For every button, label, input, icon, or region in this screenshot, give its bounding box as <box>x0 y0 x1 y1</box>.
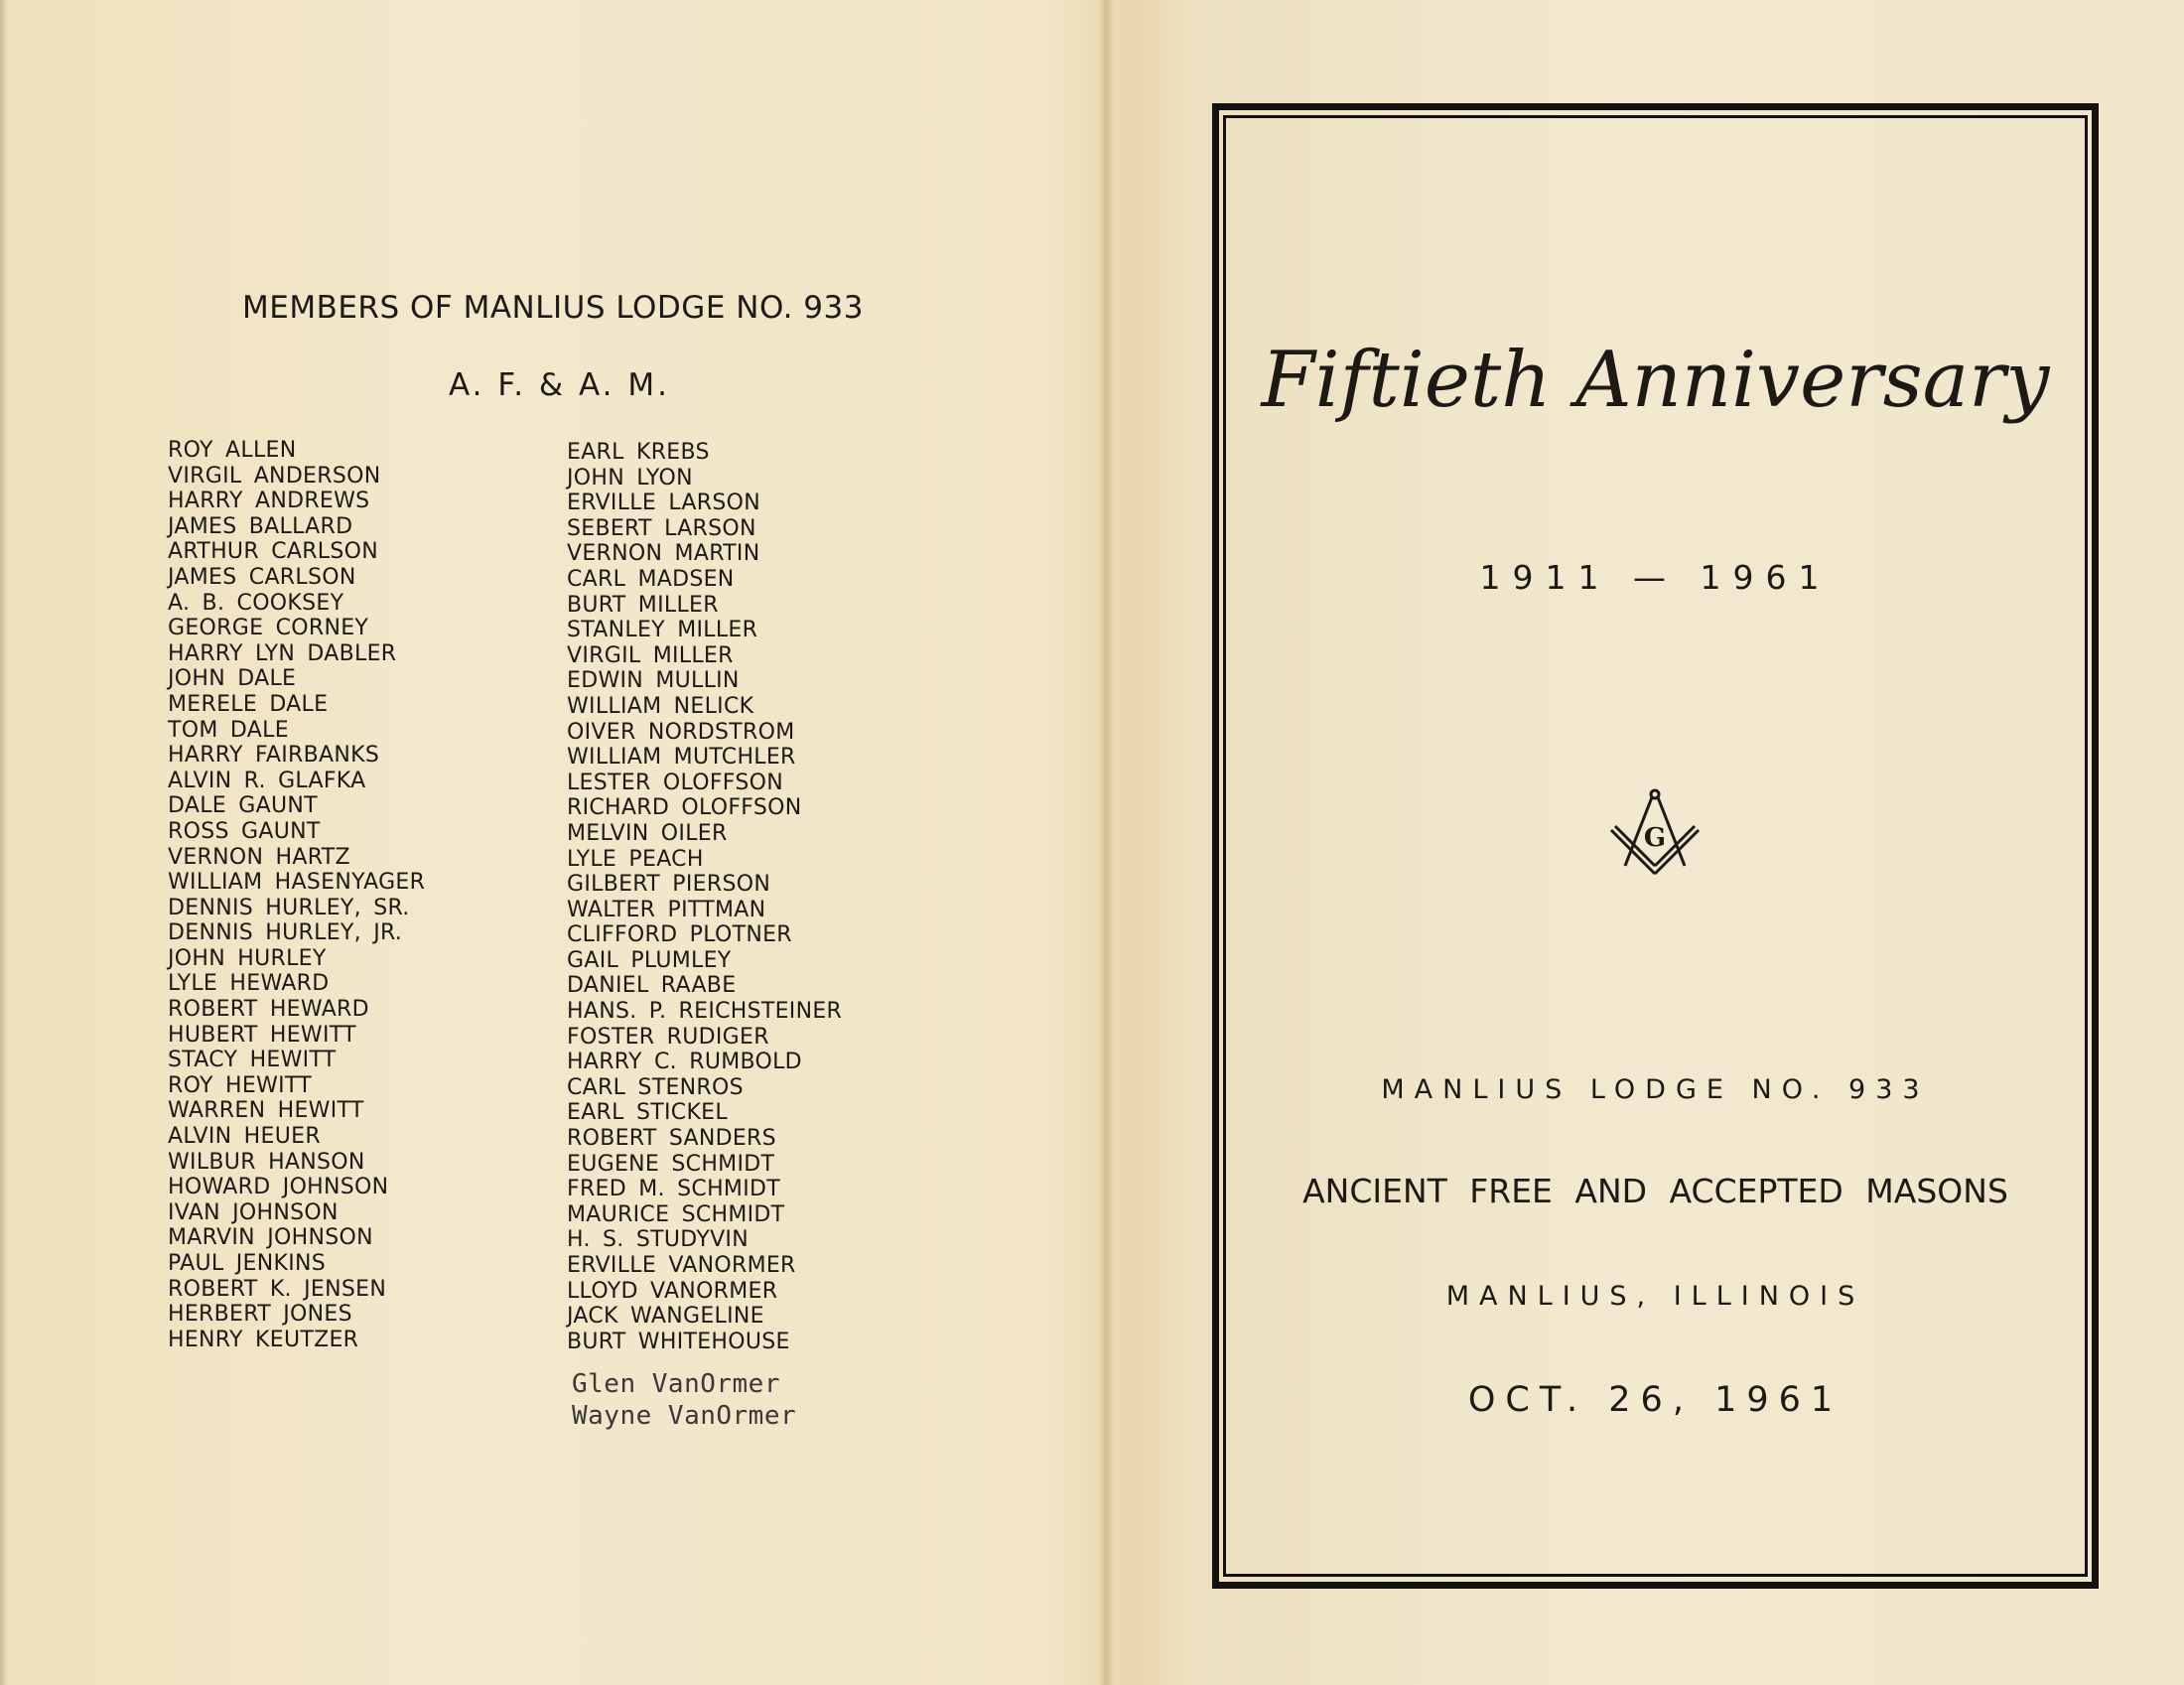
member-name: H. S. STUDYVIN <box>567 1227 749 1253</box>
member-name: DENNIS HURLEY, JR. <box>168 920 403 946</box>
member-name: BURT MILLER <box>567 592 719 618</box>
member-name: IVAN JOHNSON <box>168 1199 339 1225</box>
members-column-1 <box>168 438 425 1352</box>
event-date: OCT. 26, 1961 <box>1467 1380 1843 1420</box>
anniversary-heading: Fiftieth Anniversary <box>1261 336 2050 425</box>
member-name: TOM DALE <box>168 717 289 743</box>
member-name: EDWIN MULLIN <box>567 668 740 694</box>
town-name: MANLIUS, ILLINOIS <box>1445 1281 1865 1312</box>
member-name: ROSS GAUNT <box>168 818 321 844</box>
member-name: A. B. COOKSEY <box>168 590 344 616</box>
member-name: SEBERT LARSON <box>567 515 756 541</box>
member-name: WALTER PITTMAN <box>567 897 766 922</box>
member-name: CARL MADSEN <box>567 566 735 592</box>
member-name: MAURICE SCHMIDT <box>567 1201 785 1227</box>
member-name: JACK WANGELINE <box>567 1304 764 1330</box>
member-name: ROY HEWITT <box>168 1072 313 1098</box>
center-fold <box>1098 0 1114 1685</box>
year-range: 1911 — 1961 <box>1479 558 1832 597</box>
member-name: ROY ALLEN <box>168 438 297 463</box>
member-name: WARREN HEWITT <box>168 1098 364 1124</box>
member-name: WILLIAM MUTCHLER <box>567 745 796 771</box>
member-name: HUBERT HEWITT <box>168 1022 356 1048</box>
page-edge-shadow <box>0 0 8 1685</box>
members-subtitle: A. F. & A. M. <box>449 367 670 403</box>
member-name: ALVIN R. GLAFKA <box>168 768 366 793</box>
member-name: ROBERT SANDERS <box>567 1126 776 1152</box>
member-name: JAMES CARLSON <box>168 564 356 590</box>
member-name: VIRGIL MILLER <box>567 642 734 668</box>
member-name: BURT WHITEHOUSE <box>567 1329 790 1354</box>
member-name: LLOYD VANORMER <box>567 1278 778 1304</box>
member-name: JOHN HURLEY <box>168 945 327 971</box>
member-name: ROBERT HEWARD <box>168 997 369 1023</box>
member-name: FRED M. SCHMIDT <box>567 1177 780 1202</box>
member-name: VERNON MARTIN <box>567 541 760 567</box>
member-name: ARTHUR CARLSON <box>168 539 378 565</box>
lodge-name: MANLIUS LODGE NO. 933 <box>1381 1074 1930 1105</box>
member-name: ERVILLE LARSON <box>567 491 760 516</box>
member-name: LESTER OLOFFSON <box>567 770 784 795</box>
square-and-compasses-icon <box>1605 786 1705 882</box>
member-name: GAIL PLUMLEY <box>567 947 732 973</box>
member-name: HENRY KEUTZER <box>168 1327 359 1352</box>
member-name: GEORGE CORNEY <box>168 616 369 641</box>
member-name: DENNIS HURLEY, SR. <box>168 895 410 920</box>
member-name: FOSTER RUDIGER <box>567 1024 769 1050</box>
member-name: ERVILLE VANORMER <box>567 1253 796 1278</box>
member-name: JOHN LYON <box>567 465 693 491</box>
members-column-2 <box>567 440 842 1354</box>
members-title: MEMBERS OF MANLIUS LODGE NO. 933 <box>242 290 864 326</box>
member-name: STANLEY MILLER <box>567 618 758 643</box>
member-name: CLIFFORD PLOTNER <box>567 922 792 948</box>
member-name: EARL STICKEL <box>567 1100 728 1126</box>
member-name: HARRY C. RUMBOLD <box>567 1050 802 1075</box>
member-name: HOWARD JOHNSON <box>168 1175 389 1200</box>
member-name: DANIEL RAABE <box>567 973 737 999</box>
member-name: MELVIN OILER <box>567 820 728 846</box>
member-name: PAUL JENKINS <box>168 1251 327 1276</box>
member-name: HERBERT JONES <box>168 1302 352 1328</box>
typed-name: Glen VanOrmer <box>572 1369 780 1399</box>
member-name: JAMES BALLARD <box>168 513 353 539</box>
member-name: ROBERT K. JENSEN <box>168 1276 387 1302</box>
member-name: OIVER NORDSTROM <box>567 719 795 745</box>
member-name: HARRY FAIRBANKS <box>168 743 380 769</box>
member-name: STACY HEWITT <box>168 1048 337 1073</box>
emblem-letter: G <box>1643 823 1667 853</box>
member-name: EUGENE SCHMIDT <box>567 1151 775 1177</box>
typed-name: Wayne VanOrmer <box>572 1401 797 1431</box>
member-name: WILLIAM NELICK <box>567 693 754 719</box>
order-name: ANCIENT FREE AND ACCEPTED MASONS <box>1302 1172 2008 1210</box>
member-name: HANS. P. REICHSTEINER <box>567 999 843 1025</box>
member-name: MERELE DALE <box>168 691 329 717</box>
member-name: MARVIN JOHNSON <box>168 1225 373 1251</box>
member-name: JOHN DALE <box>168 666 297 692</box>
member-name: VERNON HARTZ <box>168 844 350 870</box>
member-name: WILLIAM HASENYAGER <box>168 870 426 896</box>
member-name: ALVIN HEUER <box>168 1124 321 1150</box>
member-name: DALE GAUNT <box>168 793 318 819</box>
member-name: EARL KREBS <box>567 440 710 465</box>
member-name: RICHARD OLOFFSON <box>567 795 802 821</box>
member-name: VIRGIL ANDERSON <box>168 463 381 489</box>
typed-additions <box>572 1368 796 1432</box>
member-name: CARL STENROS <box>567 1074 744 1100</box>
member-name: GILBERT PIERSON <box>567 872 771 898</box>
member-name: LYLE HEWARD <box>168 971 330 997</box>
member-name: HARRY LYN DABLER <box>168 640 397 666</box>
member-name: LYLE PEACH <box>567 846 704 872</box>
member-name: HARRY ANDREWS <box>168 489 370 514</box>
member-name: WILBUR HANSON <box>168 1149 365 1175</box>
